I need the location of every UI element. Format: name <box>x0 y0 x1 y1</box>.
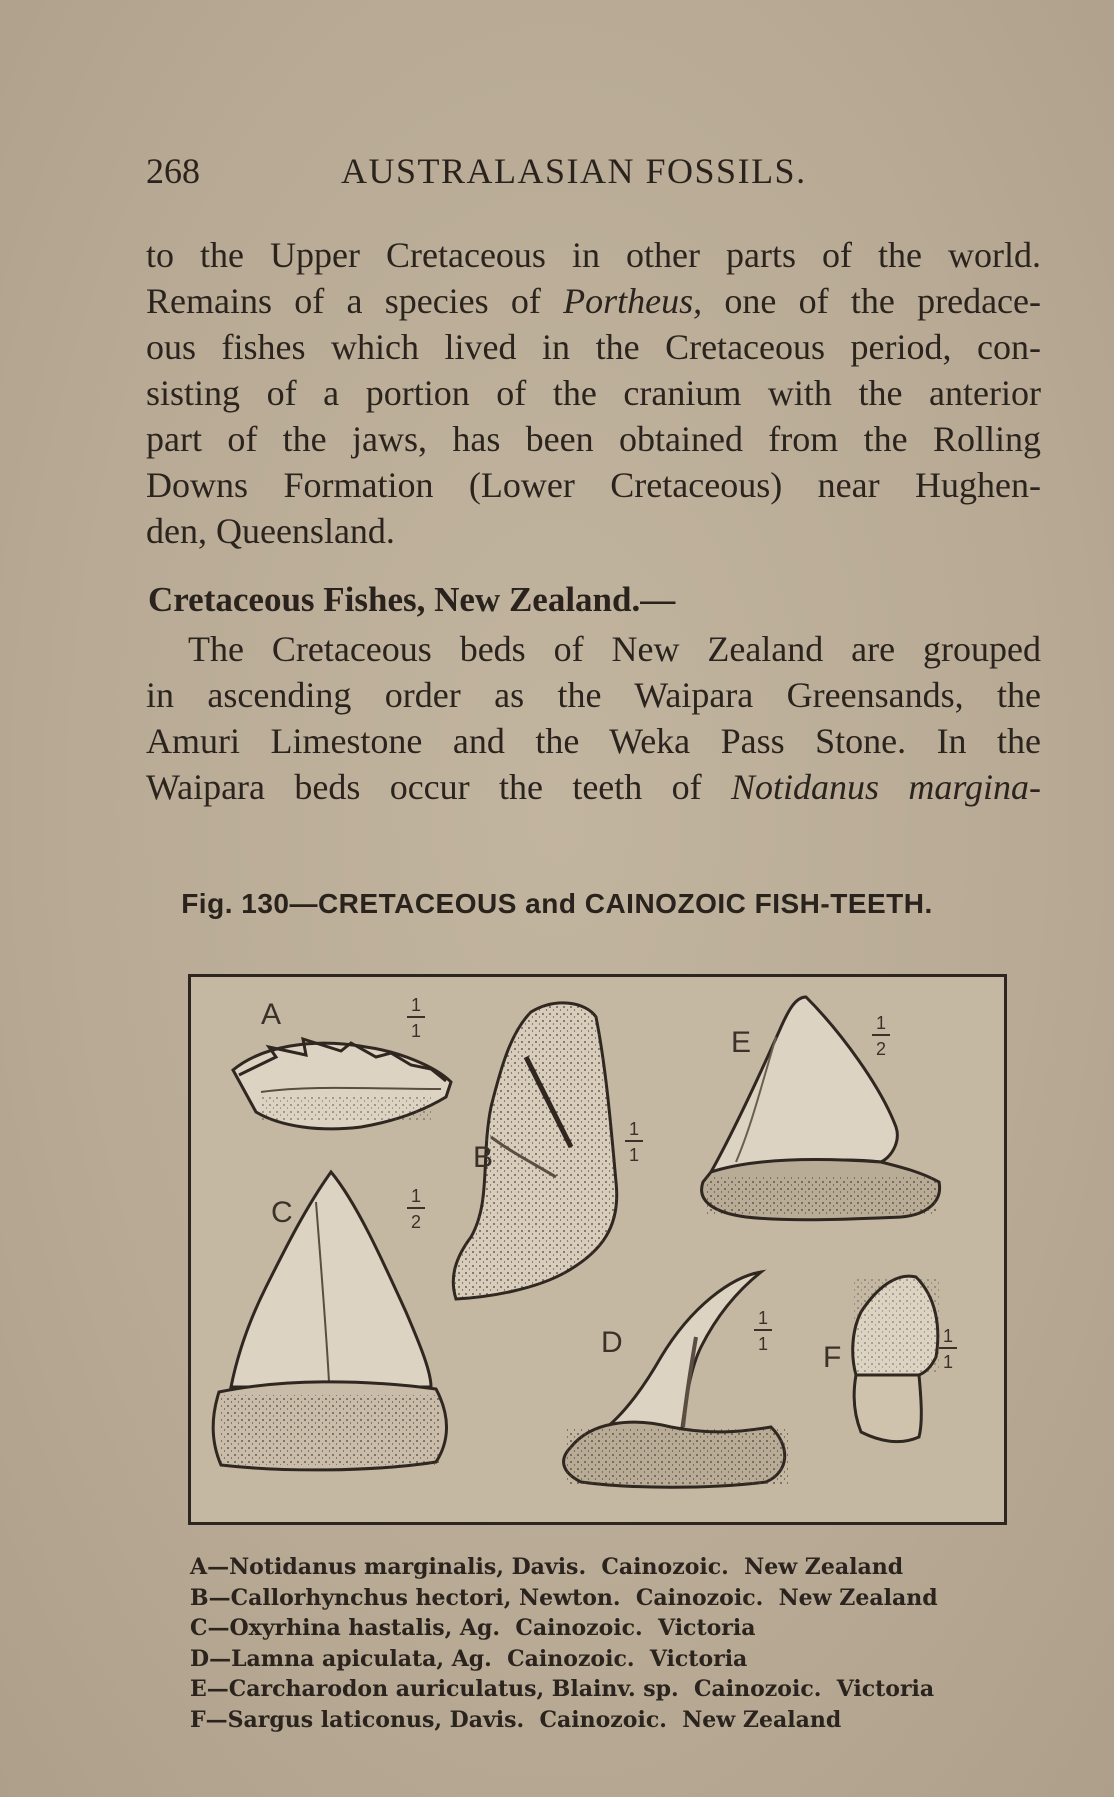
legend-item: B—Callorhynchus hectori, Newton. Cainozoic. New Zealand <box>190 1584 938 1611</box>
text-line: Remains of a species of Portheus, one of the predace- <box>146 281 1041 321</box>
scale-b <box>625 1119 643 1165</box>
text-line: sisting of a portion of the cranium with the anterior <box>146 373 1041 413</box>
paragraph-portheus <box>146 232 1041 554</box>
tooth-a-illustration <box>233 1039 451 1129</box>
text-line: to the Upper Cretaceous in other parts of the world. <box>146 235 1041 275</box>
text-line: The Cretaceous beds of New Zealand are grouped <box>188 629 1041 669</box>
legend-item: F—Sargus laticonus, Davis. Cainozoic. New Zealand <box>190 1706 842 1733</box>
legend-item: A—Notidanus marginalis, Davis. Cainozoic. New Zealand <box>190 1554 904 1580</box>
taxon-name: Portheus, <box>563 281 703 321</box>
label-d: D <box>601 1326 623 1359</box>
svg-text:1: 1 <box>410 1021 422 1041</box>
text-line: part of the jaws, has been obtained from the Rolling <box>146 419 1041 459</box>
text-line: in ascending order as the Waipara Greensands, the <box>146 675 1041 715</box>
scale-f <box>939 1326 957 1372</box>
text-line: Amuri Limestone and the Weka Pass Stone. In the <box>146 721 1041 761</box>
svg-text:1: 1 <box>942 1352 954 1372</box>
section-heading: Cretaceous Fishes, New Zealand.— <box>148 580 676 619</box>
scale-e <box>872 1013 890 1059</box>
figure-plate <box>188 974 1007 1525</box>
text-line: Waipara beds occur the teeth of Notidanus margina- <box>146 767 1042 807</box>
svg-text:1: 1 <box>875 1013 887 1033</box>
svg-text:2: 2 <box>410 1212 422 1232</box>
text-line: Downs Formation (Lower Cretaceous) near Hughen- <box>146 465 1041 505</box>
scale-d <box>754 1308 772 1354</box>
figure-caption: Fig. 130—CRETACEOUS and CAINOZOIC FISH-TEETH. <box>181 888 933 919</box>
running-title: AUSTRALASIAN FOSSILS. <box>341 151 807 191</box>
text-line: ous fishes which lived in the Cretaceous period, con- <box>146 327 1041 367</box>
svg-text:2: 2 <box>875 1039 887 1059</box>
legend-item: E—Carcharodon auriculatus, Blainv. sp. Cainozoic. Victoria <box>190 1676 935 1702</box>
paragraph-new-zealand <box>146 626 1041 810</box>
tooth-f-illustration <box>853 1276 940 1441</box>
tooth-d-illustration <box>564 1272 788 1487</box>
label-a: A <box>261 998 282 1031</box>
legend-item: D—Lamna apiculata, Ag. Cainozoic. Victoria <box>190 1645 748 1672</box>
legend-item: C—Oxyrhina hastalis, Ag. Cainozoic. Victoria <box>190 1615 756 1641</box>
text-line: den, Queensland. <box>146 511 395 551</box>
svg-text:1: 1 <box>757 1334 769 1354</box>
label-f: F <box>823 1341 842 1374</box>
running-header <box>146 150 966 194</box>
label-e: E <box>731 1026 752 1059</box>
svg-text:1: 1 <box>410 995 422 1015</box>
scale-c <box>407 1186 425 1232</box>
taxon-name: Notidanus margina- <box>730 767 1042 807</box>
label-c: C <box>271 1196 293 1229</box>
svg-text:1: 1 <box>628 1119 640 1139</box>
svg-text:1: 1 <box>410 1186 422 1206</box>
fish-teeth-illustration <box>191 977 1004 1522</box>
svg-text:1: 1 <box>628 1145 640 1165</box>
page-number: 268 <box>146 151 200 191</box>
scale-a <box>407 995 425 1041</box>
label-b: B <box>473 1141 494 1174</box>
svg-text:1: 1 <box>942 1326 954 1346</box>
svg-text:1: 1 <box>757 1308 769 1328</box>
figure-legend <box>190 1552 938 1735</box>
